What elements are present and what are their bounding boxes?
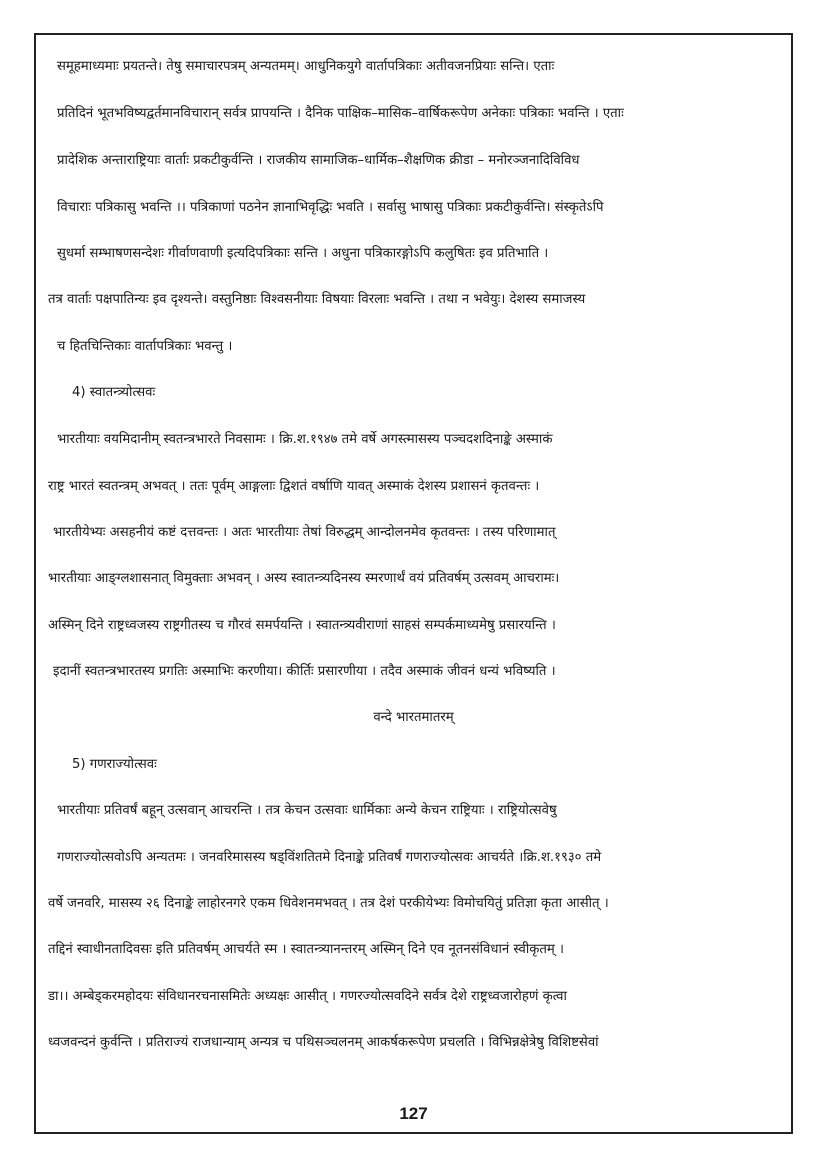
text-line: भारतीयेभ्यः असहनीयं कष्टं दत्तवन्तः । अतः भारतीयाः तेषां विरुद्धम् आन्दोलनमेव कृतवन्तः । तस्य परिणामात् [53,525,556,540]
section-heading-republic: 5) गणराज्योत्सवः [72,757,157,772]
text-line: इदानीं स्वतन्त्रभारतस्य प्रगतिः अस्माभिः करणीया। कीर्तिः प्रसारणीया । तदैव अस्माकं जीवनं धन्यं भविष्यति । [53,664,556,679]
text-line: तत्र वार्ताः पक्षपातिन्यः इव दृश्यन्ते। वस्तुनिष्ठाः विश्वसनीयाः विषयाः विरलाः भवन्ति । तथा न भवेयुः। देशस्य समाजस्य [48,292,586,307]
text-line: राष्ट्र भारतं स्वतन्त्रम् अभवत् । ततः पूर्वम् आङ्गलाः द्विशतं वर्षाणि यावत् अस्माकं देशस्य प्रशासनं कृतवन्तः । [48,479,540,494]
text-line: डा।। अम्बेड्करमहोदयः संविधानरचनासमितेः अध्यक्षः आसीत् । गणरज्योत्सवदिने सर्वत्र देशे राष्ट्रध्वजारोहणं कृत्वा [48,989,567,1004]
text-line: प्रतिदिनं भूतभविष्यद्वर्तमानविचारान् सर्वत्र प्रापयन्ति । दैनिक पाक्षिक–मासिक–वार्षिकरूपेण अनेकाः पत्रिकाः भवन्ति । एताः [57,106,624,121]
text-line: सुधर्मा सम्भाषणसन्देशः गीर्वाणवाणी इत्यदिपत्रिकाः सन्ति । अधुना पत्रिकारङ्गोऽपि कलुषितः इव प्रतिभाति । [57,246,549,261]
text-line: तद्दिनं स्वाधीनतादिवसः इति प्रतिवर्षम् आचर्यते स्म । स्वातन्त्र्यानन्तरम् अस्मिन् दिने एव नूतनसंविधानं स्वीकृतम् । [48,942,564,957]
section-heading-independence: 4) स्वातन्त्र्योत्सवः [72,385,156,400]
text-line: ध्वजवन्दनं कुर्वन्ति । प्रतिराज्यं राजधान्याम् अन्यत्र च पथिसञ्चलनम् आकर्षकरूपेण प्रचलति । विभिन्नक्षेत्रेषु विशिष्टसेवां [48,1035,599,1050]
text-line: भारतीयाः प्रतिवर्षं बहून् उत्सवान् आचरन्ति । तत्र केचन उत्सवाः धार्मिकाः अन्ये केचन राष्ट्रियाः । राष्ट्रियोत्सवेषु [57,803,557,818]
text-line: प्रादेशिक अन्ताराष्ट्रियाः वार्ताः प्रकटीकुर्वन्ति । राजकीय सामाजिक–धार्मिक–शैक्षणिक क्रीडा – मनोरञ्जनादिविविध [57,153,580,168]
text-line: समूहमाध्यमाः प्रयतन्ते। तेषु समाचारपत्रम् अन्यतमम्। आधुनिकयुगे वार्तापत्रिकाः अतीवजनप्रियाः सन्ति। एताः [57,59,555,74]
text-line: अस्मिन् दिने राष्ट्रध्वजस्य राष्ट्रगीतस्य च गौरवं समर्पयन्ति । स्वातन्त्र्यवीराणां साहसं सम्पर्कमाध्यमेषु प्रसारयन्ति । [48,618,556,633]
text-line: गणराज्योत्सवोऽपि अन्यतमः । जनवरिमासस्य षड्विंशतितमे दिनाङ्के प्रतिवर्षं गणराज्योत्सवः आचर्यते ।क्रि.श.१९३० तमे [57,850,602,865]
text-line: वर्षे जनवरि, मासस्य २६ दिनाङ्के लाहोरनगरे एकम धिवेशनमभवत् । तत्र देशं परकीयेभ्यः विमोचयितुं प्रतिज्ञा कृता आसीत् । [48,896,609,911]
text-line: भारतीयाः आङ्ग्लशासनात् विमुक्ताः अभवन् । अस्य स्वातन्त्र्यदिनस्य स्मरणार्थं वयं प्रतिवर्षम् उत्सवम् आचरामः। [48,571,560,586]
page-number: 127 [399,1104,428,1123]
text-line: च हितचिन्तिकाः वार्तापत्रिकाः भवन्तु । [57,339,233,354]
text-line: विचाराः पत्रिकासु भवन्ति ।। पत्रिकाणां पठनेन ज्ञानाभिवृद्धिः भवति । सर्वासु भाषासु पत्रिकाः प्रकटीकुर्वन्ति। संस्कृतेऽपि [57,200,604,215]
closing-slogan: वन्दे भारतमातरम् [373,710,454,725]
text-line: भारतीयाः वयमिदानीम् स्वतन्त्रभारते निवसामः । क्रि.श.१९४७ तमे वर्षे अगस्त्मासस्य पञ्चदशदिनाङ्के अस्माकं [57,432,553,447]
